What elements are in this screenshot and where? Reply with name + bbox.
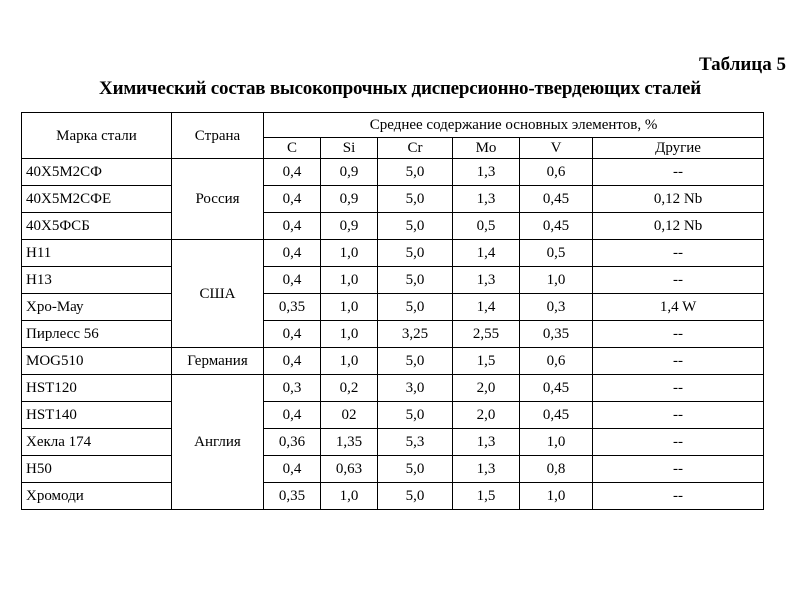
value-c: 0,35: [264, 483, 321, 510]
value-cr: 5,3: [378, 429, 453, 456]
value-c: 0,3: [264, 375, 321, 402]
value-v: 0,45: [520, 402, 593, 429]
header-grade: Марка стали: [22, 113, 172, 159]
value-cr: 3,0: [378, 375, 453, 402]
value-other: --: [593, 429, 764, 456]
value-other: --: [593, 375, 764, 402]
value-c: 0,4: [264, 321, 321, 348]
value-other: --: [593, 402, 764, 429]
header-country: Страна: [172, 113, 264, 159]
value-other: 0,12 Nb: [593, 186, 764, 213]
value-cr: 5,0: [378, 348, 453, 375]
value-mo: 1,3: [453, 267, 520, 294]
value-cr: 3,25: [378, 321, 453, 348]
value-v: 0,5: [520, 240, 593, 267]
grade-cell: HST140: [22, 402, 172, 429]
grade-cell: 40Х5ФСБ: [22, 213, 172, 240]
value-c: 0,35: [264, 294, 321, 321]
table-row: [22, 456, 764, 483]
value-v: 0,45: [520, 186, 593, 213]
value-other: --: [593, 483, 764, 510]
value-c: 0,4: [264, 213, 321, 240]
value-si: 1,0: [321, 321, 378, 348]
value-mo: 0,5: [453, 213, 520, 240]
value-other: --: [593, 267, 764, 294]
table-row: [22, 159, 764, 186]
value-si: 1,0: [321, 294, 378, 321]
grade-cell: Н11: [22, 240, 172, 267]
value-c: 0,36: [264, 429, 321, 456]
value-cr: 5,0: [378, 213, 453, 240]
value-cr: 5,0: [378, 159, 453, 186]
value-si: 0,2: [321, 375, 378, 402]
value-other: --: [593, 240, 764, 267]
table-title: Химический состав высокопрочных дисперсионно-твердеющих сталей: [99, 78, 701, 99]
value-cr: 5,0: [378, 186, 453, 213]
value-mo: 1,4: [453, 240, 520, 267]
value-v: 1,0: [520, 429, 593, 456]
grade-cell: 40Х5М2СФЕ: [22, 186, 172, 213]
value-other: --: [593, 456, 764, 483]
value-si: 0,9: [321, 186, 378, 213]
grade-cell: Н13: [22, 267, 172, 294]
value-c: 0,4: [264, 456, 321, 483]
value-mo: 1,3: [453, 429, 520, 456]
value-c: 0,4: [264, 159, 321, 186]
value-mo: 2,0: [453, 375, 520, 402]
value-v: 1,0: [520, 483, 593, 510]
value-v: 0,6: [520, 159, 593, 186]
value-cr: 5,0: [378, 267, 453, 294]
value-v: 0,35: [520, 321, 593, 348]
country-cell: Англия: [172, 375, 264, 510]
value-si: 1,0: [321, 483, 378, 510]
value-other: 1,4 W: [593, 294, 764, 321]
value-cr: 5,0: [378, 240, 453, 267]
value-other: --: [593, 348, 764, 375]
value-si: 1,35: [321, 429, 378, 456]
value-other: 0,12 Nb: [593, 213, 764, 240]
value-mo: 2,55: [453, 321, 520, 348]
value-v: 1,0: [520, 267, 593, 294]
country-cell: США: [172, 240, 264, 348]
table-row: [22, 402, 764, 429]
table-row: [22, 186, 764, 213]
value-c: 0,4: [264, 402, 321, 429]
value-si: 02: [321, 402, 378, 429]
value-si: 1,0: [321, 240, 378, 267]
grade-cell: 40Х5М2СФ: [22, 159, 172, 186]
table-row: [22, 213, 764, 240]
country-cell: Германия: [172, 348, 264, 375]
value-c: 0,4: [264, 348, 321, 375]
table-row: [22, 348, 764, 375]
value-mo: 1,4: [453, 294, 520, 321]
table-row: [22, 375, 764, 402]
value-v: 0,8: [520, 456, 593, 483]
table-row: [22, 240, 764, 267]
value-si: 0,63: [321, 456, 378, 483]
value-mo: 1,3: [453, 186, 520, 213]
value-c: 0,4: [264, 186, 321, 213]
value-cr: 5,0: [378, 294, 453, 321]
value-mo: 1,5: [453, 348, 520, 375]
table-row: [22, 267, 764, 294]
value-other: --: [593, 321, 764, 348]
header-elements-group: Среднее содержание основных элементов, %: [264, 113, 764, 138]
value-si: 1,0: [321, 267, 378, 294]
grade-cell: MOG510: [22, 348, 172, 375]
value-c: 0,4: [264, 240, 321, 267]
header-element-si: Si: [321, 138, 378, 159]
table-row: [22, 294, 764, 321]
composition-table: [21, 112, 764, 510]
table-row: [22, 429, 764, 456]
table-row: [22, 321, 764, 348]
value-si: 0,9: [321, 213, 378, 240]
country-cell: Россия: [172, 159, 264, 240]
value-v: 0,6: [520, 348, 593, 375]
value-mo: 1,5: [453, 483, 520, 510]
value-other: --: [593, 159, 764, 186]
header-row-top: [22, 113, 764, 138]
value-mo: 1,3: [453, 456, 520, 483]
grade-cell: Хро-Мау: [22, 294, 172, 321]
grade-cell: HST120: [22, 375, 172, 402]
value-mo: 1,3: [453, 159, 520, 186]
grade-cell: Пирлесс 56: [22, 321, 172, 348]
value-mo: 2,0: [453, 402, 520, 429]
grade-cell: Хромоди: [22, 483, 172, 510]
table-number-label: Таблица 5: [698, 54, 786, 75]
header-element-mo: Mo: [453, 138, 520, 159]
header-element-other: Другие: [593, 138, 764, 159]
header-element-v: V: [520, 138, 593, 159]
grade-cell: Хекла 174: [22, 429, 172, 456]
value-cr: 5,0: [378, 483, 453, 510]
value-v: 0,3: [520, 294, 593, 321]
header-element-c: C: [264, 138, 321, 159]
value-cr: 5,0: [378, 456, 453, 483]
grade-cell: Н50: [22, 456, 172, 483]
header-element-cr: Cr: [378, 138, 453, 159]
table-row: [22, 483, 764, 510]
value-v: 0,45: [520, 213, 593, 240]
value-c: 0,4: [264, 267, 321, 294]
value-v: 0,45: [520, 375, 593, 402]
value-cr: 5,0: [378, 402, 453, 429]
value-si: 1,0: [321, 348, 378, 375]
value-si: 0,9: [321, 159, 378, 186]
